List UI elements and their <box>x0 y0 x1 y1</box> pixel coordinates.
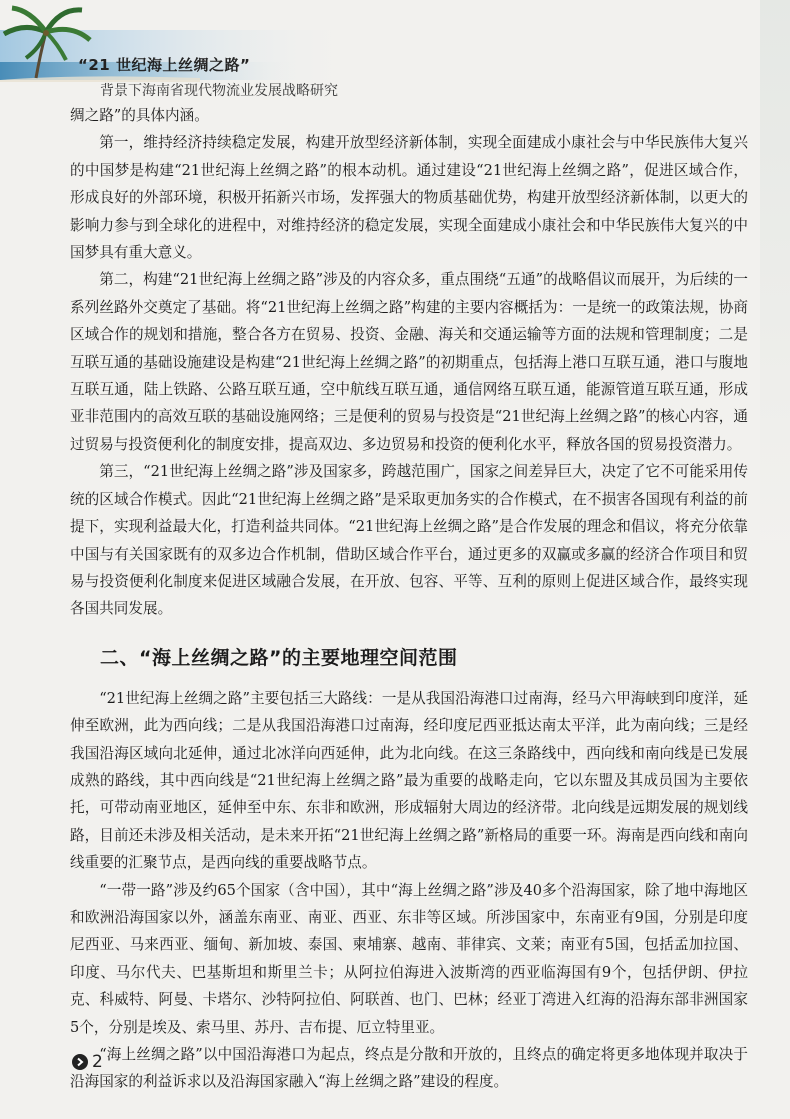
paragraph-countries: “一带一路”涉及约65个国家（含中国），其中“海上丝绸之路”涉及40多个沿海国家，除了地中海地区和欧洲沿海国家以外，涵盖东南亚、南亚、西亚、东非等区域。所涉国家中，东南亚有9国，分别是印度尼西亚、马来西亚、缅甸、新加坡、泰国、柬埔寨、越南、菲律宾、文莱；南亚有5国，包括孟加拉国、印度、马尔代夫、巴基斯坦和斯里兰卡；从阿拉伯海进入波斯湾的西亚临海国有9个，包括伊朗、伊拉克、科威特、阿曼、卡塔尔、沙特阿拉伯、阿联酋、也门、巴林；经亚丁湾进入红海的沿海东部非洲国家5个，分别是埃及、索马里、苏丹、吉布提、厄立特里亚。 <box>70 881 748 1036</box>
page-edge-shading <box>760 0 790 700</box>
paragraph-continuation: 绸之路”的具体内涵。 <box>70 107 209 124</box>
paragraph-endpoints: “海上丝绸之路”以中国沿海港口为起点，终点是分散和开放的，且终点的确定将更多地体现并取决于沿海国家的利益诉求以及沿海国家融入“海上丝绸之路”建设的程度。 <box>70 1046 748 1091</box>
paragraph-third-point: 第三，“21世纪海上丝绸之路”涉及国家多，跨越范围广，国家之间差异巨大，决定了它不可能采用传统的区域合作模式。因此“21世纪海上丝绸之路”是采取更加务实的合作模式，在不损害各国现有利益的前提下，实现利益最大化，打造利益共同体。“21世纪海上丝绸之路”是合作发展的理念和倡议，将充分依靠中国与有关国家既有的双多边合作机制，借助区域合作平台，通过更多的双赢或多赢的经济合作项目和贸易与投资便利化制度来促进区域融合发展，在开放、包容、平等、互利的原则上促进区域合作，最终实现各国共同发展。 <box>70 463 748 618</box>
running-header-title: “21 世纪海上丝绸之路” <box>78 56 251 74</box>
paragraph-second-point: 第二，构建“21世纪海上丝绸之路”涉及的内容众多，重点围绕“五通”的战略倡议而展开，为后续的一系列丝路外交奠定了基础。将“21世纪海上丝绸之路”构建的主要内容概括为：一是统一的政策法规，协商区域合作的规划和措施，整合各方在贸易、投资、金融、海关和交通运输等方面的法规和管理制度；二是互联互通的基础设施建设是构建“21世纪海上丝绸之路”的初期重点，包括海上港口互联互通，港口与腹地互联互通，陆上铁路、公路互联互通，空中航线互联互通，通信网络互联互通，能源管道互联互通，形成亚非范围内的高效互联的基础设施网络；三是便利的贸易与投资是“21世纪海上丝绸之路”的核心内容，通过贸易与投资便利化的制度安排，提高双边、多边贸易和投资的便利化水平，释放各国的贸易投资潜力。 <box>70 271 748 453</box>
section-heading: 二、“海上丝绸之路”的主要地理空间范围 <box>100 646 458 669</box>
running-header-subtitle: 背景下海南省现代物流业发展战略研究 <box>100 83 338 99</box>
page-number: 2 <box>92 1052 103 1072</box>
paragraph-first-point: 第一，维持经济持续稳定发展，构建开放型经济新体制，实现全面建成小康社会与中华民族伟大复兴的中国梦是构建“21世纪海上丝绸之路”的根本动机。通过建设“21世纪海上丝绸之路”，促进区域合作，形成良好的外部环境，积极开拓新兴市场，发挥强大的物质基础优势，构建开放型经济新体制，以更大的影响力参与到全球化的进程中，对维持经济的稳定发展，实现全面建成小康社会和中华民族伟大复兴的中国梦具有重大意义。 <box>70 134 748 262</box>
paragraph-three-routes: “21世纪海上丝绸之路”主要包括三大路线：一是从我国沿海港口过南海，经马六甲海峡到印度洋，延伸至欧洲，此为西向线；二是从我国沿海港口过南海，经印度尼西亚抵达南太平洋，此为南向线；三是经我国沿海区域向北延伸，通过北冰洋向西延伸，此为北向线。在这三条路线中，西向线和南向线是已发展成熟的路线，其中西向线是“21世纪海上丝绸之路”最为重要的战略走向，它以东盟及其成员国为主要依托，可带动南亚地区，延伸至中东、东非和欧洲，形成辐射大周边的经济带。北向线是远期发展的规划线路，目前还未涉及相关活动，是未来开拓“21世纪海上丝绸之路”新格局的重要一环。海南是西向线和南向线重要的汇聚节点，是西向线的重要战略节点。 <box>70 689 748 872</box>
circle-arrow-icon <box>72 1054 88 1070</box>
page-footer <box>72 1052 103 1072</box>
body-text <box>70 102 748 1096</box>
